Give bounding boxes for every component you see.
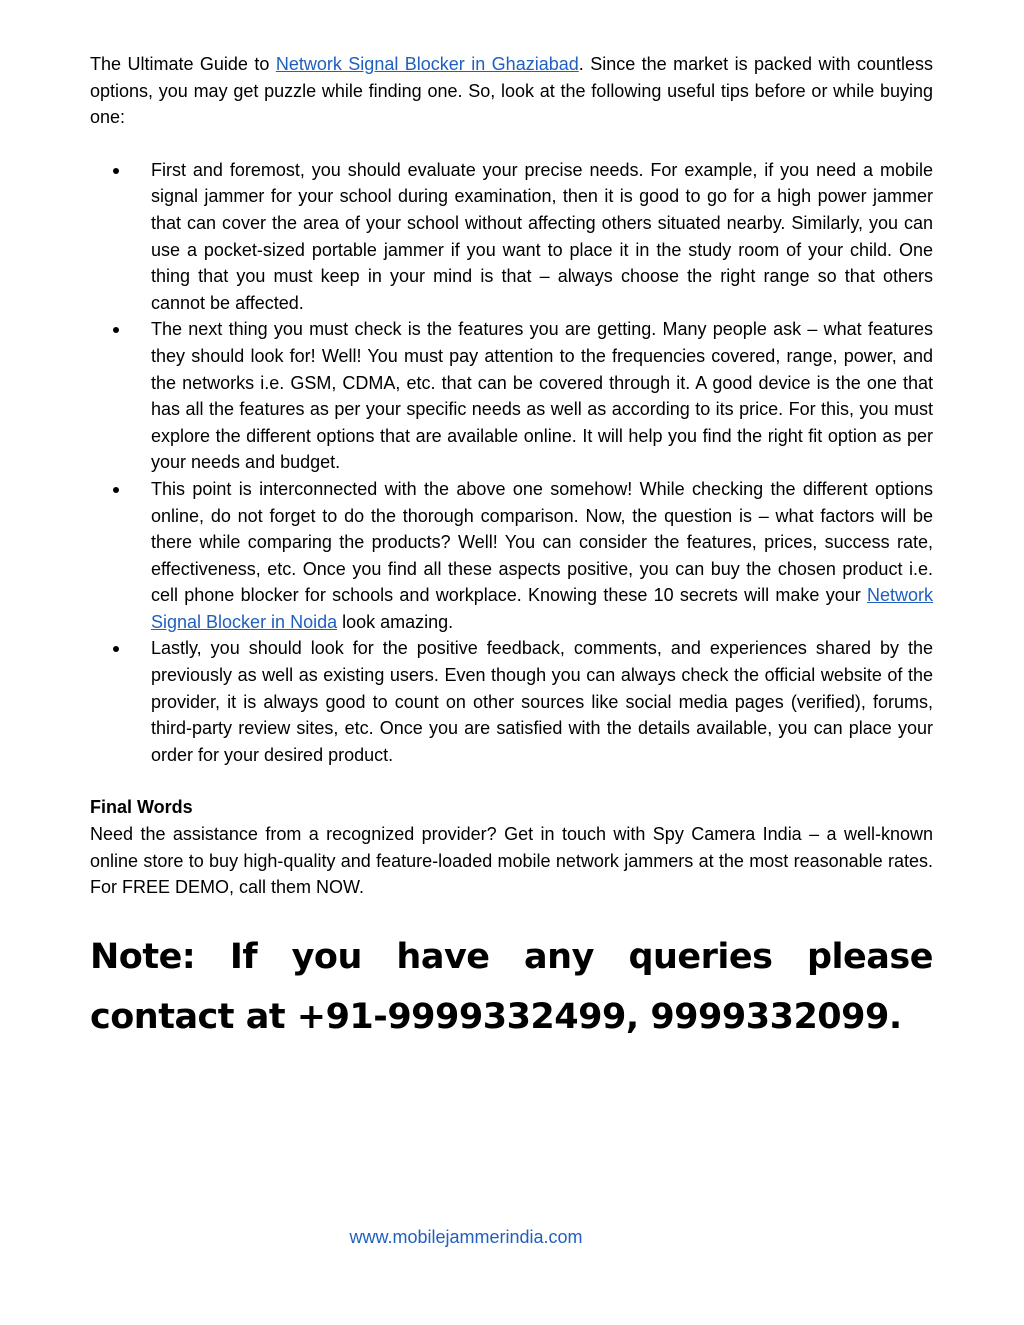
final-words-heading: Final Words bbox=[90, 797, 193, 818]
tip-text: First and foremost, you should evaluate your precise needs. For example, if you need a mobile signal jammer for your school during examination, then it is good to go for a high power jammer that can cover the area of your school without affecting others situated nearby. Similarly, you can use a pocket-sized portable jammer if you want to place it in the study room of your child. One thing that you must keep in your mind is that – always choose the right range so that others cannot be affected. bbox=[151, 159, 933, 313]
tip-text: Lastly, you should look for the positive feedback, comments, and experiences shared by the previously as well as existing users. Even though you can always check the official website of the provider, it is always good to count on other sources like social media pages (verified), forums, third-party review sites, etc. Once you are satisfied with the details available, you can place your order for your desired product. bbox=[151, 638, 933, 765]
list-item bbox=[90, 316, 933, 476]
document-page bbox=[90, 51, 933, 1047]
bullet-icon bbox=[113, 646, 119, 652]
bullet-icon bbox=[113, 327, 119, 333]
intro-suffix: . Since the market is packed with countless options, you may get puzzle while finding one. So, look at the following useful tips before or while buying one: bbox=[90, 54, 933, 128]
tips-list bbox=[90, 157, 933, 769]
list-item bbox=[90, 476, 933, 636]
footer-website[interactable]: www.mobilejammerindia.com bbox=[349, 1227, 583, 1247]
list-item bbox=[90, 157, 933, 317]
noida-blocker-link[interactable]: Network Signal Blocker in Noida bbox=[151, 585, 933, 632]
ghaziabad-blocker-link[interactable]: Network Signal Blocker in Ghaziabad bbox=[275, 54, 579, 74]
tip-text: The next thing you must check is the features you are getting. Many people ask – what features they should look for! Well! You must pay attention to the frequencies covered, range, power, and the networks i.e. GSM, CDMA, etc. that can be covered through it. A good device is the one that has all the features as per your specific needs as well as according to its price. For this, you must explore the different options that are available online. It will help you find the right fit option as per your needs and budget. bbox=[151, 319, 933, 473]
tip-suffix: look amazing. bbox=[337, 611, 454, 632]
intro-paragraph bbox=[90, 51, 933, 131]
bullet-icon bbox=[113, 168, 119, 174]
tip-text: This point is interconnected with the above one somehow! While checking the different options online, do not forget to do the thorough comparison. Now, the question is – what factors will be there while comparing the products? Well! You can consider the features, prices, success rate, effectiveness, etc. Once you find all these aspects positive, you can buy the chosen product i.e. cell phone blocker for schools and workplace. Knowing these 10 secrets will make your bbox=[151, 478, 933, 606]
intro-prefix: The Ultimate Guide to bbox=[90, 54, 276, 74]
list-item bbox=[90, 635, 933, 768]
bullet-icon bbox=[113, 487, 119, 493]
final-words-paragraph: Need the assistance from a recognized provider? Get in touch with Spy Camera India – a well-known online store to buy high-quality and feature-loaded mobile network jammers at the most reasonable rates. For FREE DEMO, call them NOW. bbox=[90, 824, 933, 898]
contact-note: Note: If you have any queries please contact at +91-9999332499, 9999332099. bbox=[90, 936, 933, 1037]
